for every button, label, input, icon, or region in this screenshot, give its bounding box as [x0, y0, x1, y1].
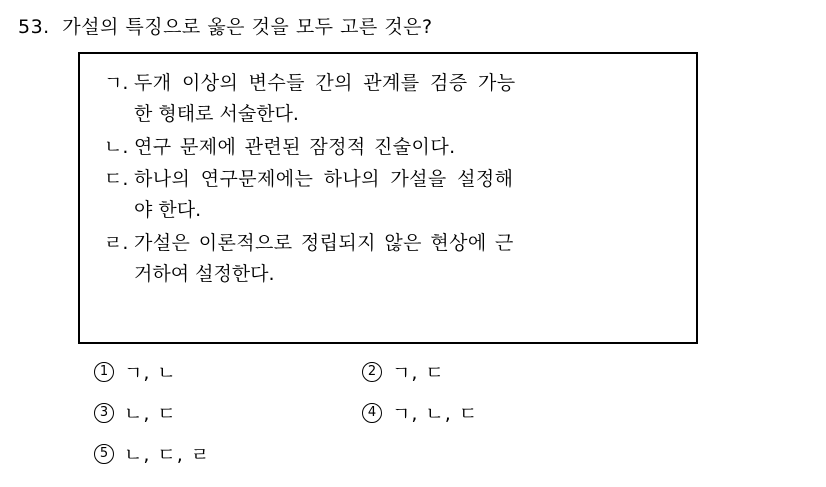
choice-label-4: ㄱ, ㄴ, ㄷ — [392, 403, 479, 425]
statement-box — [78, 52, 698, 344]
statement-label-2: ㄴ. — [104, 135, 129, 158]
choice-label-1: ㄱ, ㄴ — [124, 362, 177, 384]
statement-body-3 — [134, 164, 678, 226]
statement-3-line-2: 야 한다. — [134, 199, 202, 222]
choice-marker-4-icon: 4 — [362, 403, 382, 423]
choice-option-1[interactable] — [94, 358, 362, 385]
choice-marker-2-icon: 2 — [362, 362, 382, 382]
choice-row — [94, 440, 734, 467]
statement-label-3: ㄷ. — [104, 168, 129, 191]
choice-marker-5-icon: 5 — [94, 444, 114, 464]
choice-option-3[interactable] — [94, 399, 362, 426]
question-stem — [18, 12, 433, 39]
statement-item — [104, 164, 678, 226]
choice-option-2[interactable] — [362, 358, 662, 385]
statement-item — [104, 228, 678, 290]
choice-option-4[interactable] — [362, 399, 662, 426]
answer-choices — [94, 358, 734, 481]
question-number: 53. — [18, 16, 50, 38]
choice-marker-3-icon: 3 — [94, 403, 114, 423]
statement-1-line-2: 한 형태로 서술한다. — [134, 102, 299, 125]
statement-4-line-1: 가설은 이론적으로 정립되지 않은 현상에 근 — [134, 231, 514, 254]
statement-3-line-1: 하나의 연구문제에는 하나의 가설을 설정해 — [134, 168, 514, 191]
choice-row — [94, 399, 734, 426]
statement-4-line-2: 거하여 설정한다. — [134, 262, 275, 285]
statement-item — [104, 68, 678, 130]
statement-body-4 — [134, 228, 678, 290]
choice-option-5[interactable] — [94, 440, 362, 467]
choice-marker-1-icon: 1 — [94, 362, 114, 382]
choice-label-3: ㄴ, ㄷ — [124, 403, 177, 425]
statement-2-line-1: 연구 문제에 관련된 잠정적 진술이다. — [134, 135, 456, 158]
statement-list — [80, 54, 696, 289]
choice-row — [94, 358, 734, 385]
choice-label-5: ㄴ, ㄷ, ㄹ — [124, 444, 211, 466]
choice-label-2: ㄱ, ㄷ — [392, 362, 445, 384]
statement-label-4: ㄹ. — [104, 231, 129, 254]
statement-1-line-1: 두개 이상의 변수들 간의 관계를 검증 가능 — [134, 72, 516, 94]
statement-body-2 — [134, 132, 678, 163]
question-text: 가설의 특징으로 옳은 것을 모두 고른 것은? — [62, 16, 433, 38]
statement-label-1: ㄱ. — [104, 72, 129, 94]
statement-body-1 — [134, 68, 678, 130]
statement-item — [104, 132, 678, 163]
